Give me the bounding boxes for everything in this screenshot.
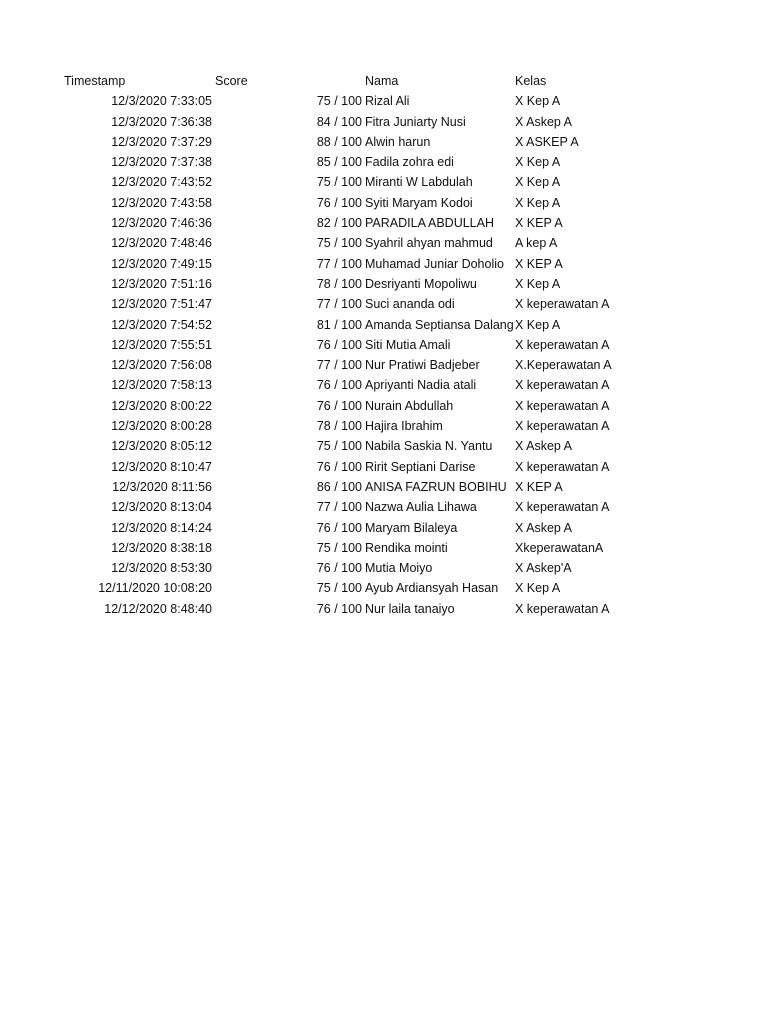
timestamp-cell: 12/3/2020 7:43:52	[111, 175, 212, 190]
nama-cell: Alwin harun	[365, 134, 431, 149]
score-cell: 78 / 100	[316, 419, 362, 434]
score-cell: 81 / 100	[316, 317, 362, 332]
nama-cell: Fitra Juniarty Nusi	[365, 114, 466, 129]
timestamp-cell: 12/12/2020 8:48:40	[104, 601, 212, 616]
kelas-cell: X Kep A	[515, 94, 561, 109]
table-row	[0, 599, 768, 619]
kelas-cell: X keperawatan A	[515, 378, 610, 393]
timestamp-cell: 12/3/2020 8:05:12	[111, 439, 212, 454]
nama-cell: Miranti W Labdulah	[365, 175, 473, 190]
kelas-cell: X keperawatan A	[515, 459, 610, 474]
table-row	[0, 518, 768, 538]
kelas-cell: X KEP A	[515, 216, 563, 231]
timestamp-cell: 12/3/2020 8:11:56	[112, 479, 212, 494]
score-cell: 77 / 100	[316, 500, 362, 515]
timestamp-cell: 12/3/2020 8:10:47	[111, 459, 212, 474]
score-cell: 77 / 100	[316, 256, 362, 271]
table-row	[0, 436, 768, 456]
timestamp-cell: 12/3/2020 7:58:13	[111, 378, 212, 393]
score-cell: 76 / 100	[316, 561, 362, 576]
score-cell: 75 / 100	[316, 94, 362, 109]
table-row	[0, 254, 768, 274]
kelas-cell: X Kep A	[515, 175, 561, 190]
timestamp-cell: 12/3/2020 7:56:08	[111, 358, 212, 373]
kelas-cell: X Askep A	[515, 439, 572, 454]
score-cell: 76 / 100	[316, 337, 362, 352]
score-cell: 75 / 100	[316, 175, 362, 190]
table-row	[0, 294, 768, 314]
score-cell: 84 / 100	[316, 114, 362, 129]
kelas-cell: X keperawatan A	[515, 500, 610, 515]
header-score: Score	[215, 74, 248, 88]
nama-cell: Ayub Ardiansyah Hasan	[365, 581, 499, 596]
table-row	[0, 132, 768, 152]
score-cell: 75 / 100	[316, 581, 362, 596]
nama-cell: Syahril ahyan mahmud	[365, 236, 493, 251]
nama-cell: Amanda Septiansa Dalang	[365, 317, 514, 332]
table-row	[0, 233, 768, 253]
timestamp-cell: 12/3/2020 8:53:30	[111, 561, 212, 576]
header-row	[0, 71, 768, 91]
score-sheet	[0, 71, 768, 619]
score-cell: 86 / 100	[316, 479, 362, 494]
score-cell: 76 / 100	[316, 398, 362, 413]
table-row	[0, 375, 768, 395]
table-row	[0, 497, 768, 517]
score-cell: 77 / 100	[316, 297, 362, 312]
score-cell: 82 / 100	[316, 216, 362, 231]
table-row	[0, 91, 768, 111]
timestamp-cell: 12/3/2020 7:55:51	[111, 337, 212, 352]
score-cell: 88 / 100	[316, 134, 362, 149]
score-cell: 76 / 100	[316, 520, 362, 535]
kelas-cell: X Kep A	[515, 317, 561, 332]
kelas-cell: X Askep A	[515, 520, 572, 535]
table-row	[0, 578, 768, 598]
kelas-cell: X keperawatan A	[515, 601, 610, 616]
header-nama: Nama	[365, 74, 399, 88]
nama-cell: PARADILA ABDULLAH	[365, 216, 494, 231]
table-row	[0, 416, 768, 436]
nama-cell: Nur laila tanaiyo	[365, 601, 455, 616]
timestamp-cell: 12/3/2020 7:37:29	[111, 134, 212, 149]
timestamp-cell: 12/3/2020 8:38:18	[111, 540, 212, 555]
timestamp-cell: 12/11/2020 10:08:20	[98, 581, 212, 596]
score-cell: 76 / 100	[316, 378, 362, 393]
kelas-cell: X ASKEP A	[515, 134, 579, 149]
timestamp-cell: 12/3/2020 7:51:16	[111, 276, 212, 291]
score-cell: 75 / 100	[316, 540, 362, 555]
timestamp-cell: 12/3/2020 7:36:38	[111, 114, 212, 129]
timestamp-cell: 12/3/2020 8:13:04	[111, 500, 212, 515]
kelas-cell: X keperawatan A	[515, 398, 610, 413]
timestamp-cell: 12/3/2020 8:14:24	[111, 520, 212, 535]
kelas-cell: XkeperawatanA	[515, 540, 604, 555]
score-cell: 76 / 100	[316, 195, 362, 210]
score-cell: 75 / 100	[316, 439, 362, 454]
kelas-cell: X keperawatan A	[515, 337, 610, 352]
table-row	[0, 274, 768, 294]
nama-cell: Desriyanti Mopoliwu	[365, 276, 477, 291]
kelas-cell: A kep A	[515, 236, 558, 251]
nama-cell: Mutia Moiyo	[365, 561, 433, 576]
score-cell: 75 / 100	[316, 236, 362, 251]
table-row	[0, 112, 768, 132]
timestamp-cell: 12/3/2020 8:00:28	[111, 419, 212, 434]
nama-cell: Siti Mutia Amali	[365, 337, 451, 352]
table-row	[0, 335, 768, 355]
kelas-cell: X Askep'A	[515, 561, 572, 576]
score-cell: 78 / 100	[316, 276, 362, 291]
timestamp-cell: 12/3/2020 8:00:22	[111, 398, 212, 413]
kelas-cell: X KEP A	[515, 479, 563, 494]
kelas-cell: X Kep A	[515, 581, 561, 596]
table-row	[0, 172, 768, 192]
header-kelas: Kelas	[515, 74, 547, 88]
timestamp-cell: 12/3/2020 7:43:58	[111, 195, 212, 210]
nama-cell: Suci ananda odi	[365, 297, 455, 312]
table-row	[0, 152, 768, 172]
table-row	[0, 396, 768, 416]
timestamp-cell: 12/3/2020 7:54:52	[111, 317, 212, 332]
nama-cell: Muhamad Juniar Doholio	[365, 256, 504, 271]
table-body	[0, 91, 768, 619]
table-row	[0, 477, 768, 497]
nama-cell: Nazwa Aulia Lihawa	[365, 500, 477, 515]
table-row	[0, 213, 768, 233]
table-row	[0, 193, 768, 213]
nama-cell: Rizal Ali	[365, 94, 410, 109]
score-cell: 76 / 100	[316, 601, 362, 616]
nama-cell: Ririt Septiani Darise	[365, 459, 476, 474]
table-row	[0, 457, 768, 477]
kelas-cell: X KEP A	[515, 256, 563, 271]
header-timestamp: Timestamp	[64, 74, 126, 88]
nama-cell: Maryam Bilaleya	[365, 520, 458, 535]
timestamp-cell: 12/3/2020 7:49:15	[111, 256, 212, 271]
score-cell: 77 / 100	[316, 358, 362, 373]
score-cell: 76 / 100	[316, 459, 362, 474]
nama-cell: Hajira Ibrahim	[365, 419, 443, 434]
kelas-cell: X keperawatan A	[515, 297, 610, 312]
score-cell: 85 / 100	[316, 155, 362, 170]
nama-cell: Nabila Saskia N. Yantu	[365, 439, 493, 454]
table-row	[0, 315, 768, 335]
timestamp-cell: 12/3/2020 7:33:05	[111, 94, 212, 109]
timestamp-cell: 12/3/2020 7:37:38	[111, 155, 212, 170]
kelas-cell: X Kep A	[515, 276, 561, 291]
timestamp-cell: 12/3/2020 7:48:46	[111, 236, 212, 251]
nama-cell: Syiti Maryam Kodoi	[365, 195, 473, 210]
kelas-cell: X keperawatan A	[515, 419, 610, 434]
kelas-cell: X Kep A	[515, 195, 561, 210]
nama-cell: Fadila zohra edi	[365, 155, 454, 170]
kelas-cell: X.Keperawatan A	[515, 358, 612, 373]
timestamp-cell: 12/3/2020 7:51:47	[111, 297, 212, 312]
nama-cell: Nur Pratiwi Badjeber	[365, 358, 480, 373]
kelas-cell: X Kep A	[515, 155, 561, 170]
nama-cell: Rendika mointi	[365, 540, 448, 555]
table-row	[0, 538, 768, 558]
nama-cell: Nurain Abdullah	[365, 398, 454, 413]
table-row	[0, 558, 768, 578]
kelas-cell: X Askep A	[515, 114, 572, 129]
nama-cell: Apriyanti Nadia atali	[365, 378, 477, 393]
nama-cell: ANISA FAZRUN BOBIHU	[365, 479, 507, 494]
timestamp-cell: 12/3/2020 7:46:36	[111, 216, 212, 231]
table-row	[0, 355, 768, 375]
